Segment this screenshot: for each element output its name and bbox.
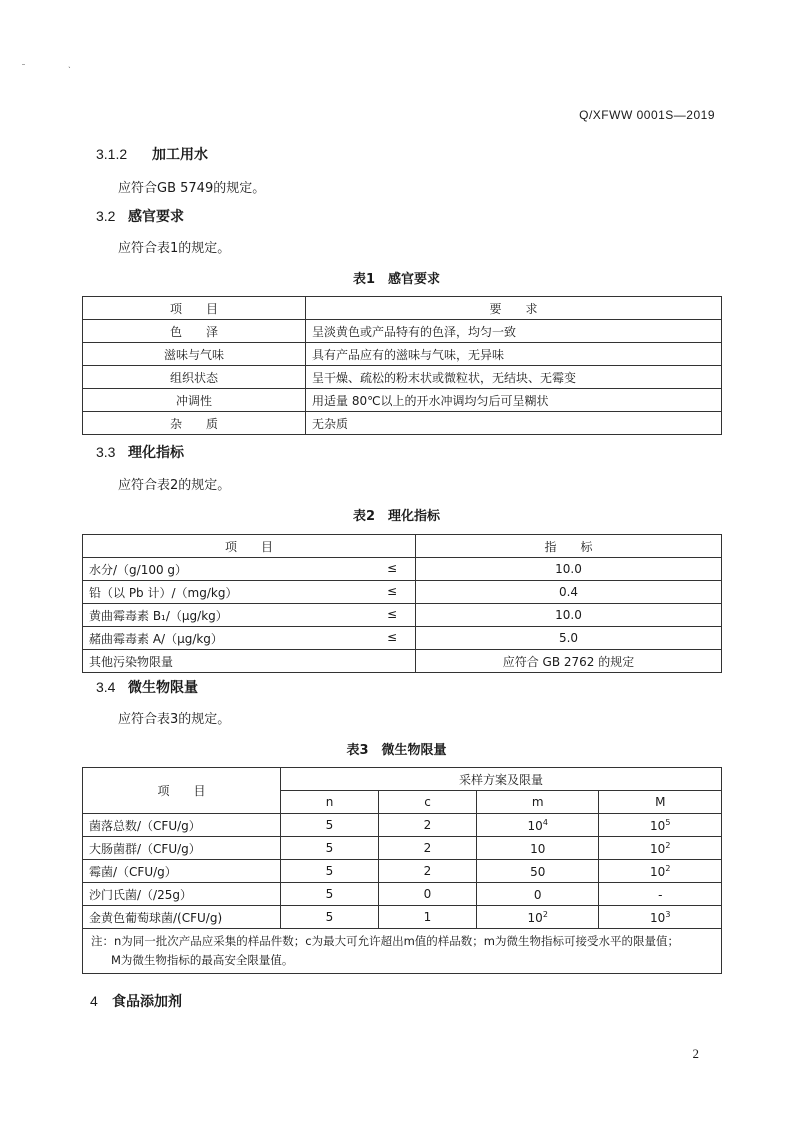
row-m [477, 814, 599, 837]
header-m: m [477, 791, 599, 814]
table-row [83, 412, 722, 435]
row-c: 1 [379, 906, 477, 929]
le-sign: ≤ [386, 584, 397, 598]
item-label: 其他污染物限量 [89, 654, 174, 669]
m-exponent: 4 [542, 817, 548, 827]
section-number: 3.3 [96, 444, 116, 460]
section-title: 食品添加剂 [112, 994, 182, 1010]
table-row [83, 343, 722, 366]
row-value: 10.0 [416, 558, 722, 581]
table-note-row [83, 929, 722, 974]
row-requirement: 具有产品应有的滋味与气味，无异味 [306, 343, 722, 366]
row-m [477, 906, 599, 929]
m-base: 10 [530, 841, 546, 856]
M-exponent: 2 [665, 840, 671, 850]
le-sign: ≤ [386, 630, 397, 644]
row-c: 2 [379, 814, 477, 837]
section-title: 加工用水 [152, 147, 208, 163]
table-row [83, 366, 722, 389]
table-row [83, 650, 722, 673]
row-value: 10.0 [416, 604, 722, 627]
row-item: 霉菌/（CFU/g） [83, 860, 281, 883]
row-item [83, 558, 416, 581]
table-row [83, 320, 722, 343]
physicochemical-table [82, 534, 722, 673]
header-n: n [281, 791, 379, 814]
row-item: 色 泽 [83, 320, 306, 343]
section-3-4-text: 应符合表3的规定。 [118, 712, 231, 727]
row-M [599, 906, 722, 929]
table-header-row [83, 535, 722, 558]
table-row [83, 860, 722, 883]
row-M [599, 860, 722, 883]
table-row [83, 604, 722, 627]
m-base: 0 [533, 887, 542, 902]
table-row [83, 814, 722, 837]
section-3-2-heading [96, 206, 184, 226]
section-number: 3.4 [96, 679, 116, 695]
row-n: 5 [281, 860, 379, 883]
row-value: 0.4 [416, 581, 722, 604]
row-item: 大肠菌群/（CFU/g） [83, 837, 281, 860]
row-M [599, 814, 722, 837]
M-exponent: 2 [665, 863, 671, 873]
M-exponent: 5 [665, 817, 671, 827]
row-item [83, 581, 416, 604]
row-c: 0 [379, 883, 477, 906]
row-M [599, 883, 722, 906]
table-row [83, 906, 722, 929]
table1-caption: 表1 感官要求 [352, 272, 441, 287]
row-value: 应符合 GB 2762 的规定 [416, 650, 722, 673]
row-c: 2 [379, 860, 477, 883]
section-3-2-text: 应符合表1的规定。 [118, 241, 231, 256]
microbial-table [82, 767, 722, 974]
m-base: 50 [530, 864, 546, 879]
m-base: 10 [527, 818, 543, 833]
row-item: 冲调性 [83, 389, 306, 412]
row-item: 沙门氏菌/（/25g） [83, 883, 281, 906]
row-m [477, 837, 599, 860]
header-M: M [599, 791, 722, 814]
header-item: 项 目 [83, 768, 281, 814]
row-M [599, 837, 722, 860]
row-n: 5 [281, 883, 379, 906]
table-row [83, 558, 722, 581]
section-4-heading [90, 991, 182, 1011]
item-label: 赭曲霉毒素 A/（μg/kg） [89, 631, 223, 646]
M-base: 10 [650, 841, 666, 856]
M-exponent: 3 [665, 909, 671, 919]
table-note [83, 929, 722, 974]
note-line-2: M为微生物指标的最高安全限量值。 [111, 953, 294, 967]
note-line-1: 注：n为同一批次产品应采集的样品件数；c为最大可允许超出m值的样品数；m为微生物指标可接受水平的限量值； [91, 934, 680, 948]
table-header-row [83, 768, 722, 791]
row-item: 杂 质 [83, 412, 306, 435]
header-item: 项 目 [83, 297, 306, 320]
M-base: - [658, 887, 663, 902]
table3-caption: 表3 微生物限量 [346, 743, 447, 758]
section-title: 感官要求 [128, 209, 184, 225]
header-c: c [379, 791, 477, 814]
row-item [83, 627, 416, 650]
header-requirement: 要 求 [306, 297, 722, 320]
row-item [83, 604, 416, 627]
le-sign: ≤ [386, 607, 397, 621]
row-m [477, 883, 599, 906]
row-item [83, 650, 416, 673]
m-exponent: 2 [542, 909, 548, 919]
table-row [83, 389, 722, 412]
row-c: 2 [379, 837, 477, 860]
page-number: 2 [692, 1046, 699, 1061]
section-number: 3.1.2 [96, 146, 128, 162]
header-item: 项 目 [83, 535, 416, 558]
section-3-3-heading [96, 442, 184, 462]
row-requirement: 无杂质 [306, 412, 722, 435]
table-row [83, 883, 722, 906]
item-label: 黄曲霉毒素 B₁/（μg/kg） [89, 608, 228, 623]
row-item: 金黄色葡萄球菌/(CFU/g) [83, 906, 281, 929]
section-number: 4 [90, 993, 98, 1009]
table-row [83, 627, 722, 650]
row-item: 组织状态 [83, 366, 306, 389]
M-base: 10 [650, 818, 666, 833]
item-label: 铅（以 Pb 计）/（mg/kg） [89, 585, 238, 600]
header-sampling-plan: 采样方案及限量 [281, 768, 722, 791]
M-base: 10 [650, 910, 666, 925]
m-base: 10 [527, 910, 543, 925]
table-row [83, 837, 722, 860]
section-3-3-text: 应符合表2的规定。 [118, 478, 231, 493]
section-3-1-2-text: 应符合GB 5749的规定。 [118, 181, 266, 196]
item-label: 水分/（g/100 g） [89, 562, 188, 577]
standard-code: Q/XFWW 0001S—2019 [579, 108, 715, 122]
table-row [83, 581, 722, 604]
scan-mark: ˴ [68, 62, 71, 71]
M-base: 10 [650, 864, 666, 879]
section-3-1-2-heading [96, 144, 208, 164]
row-requirement: 用适量 80℃以上的开水冲调均匀后可呈糊状 [306, 389, 722, 412]
row-n: 5 [281, 814, 379, 837]
row-requirement: 呈淡黄色或产品特有的色泽，均匀一致 [306, 320, 722, 343]
table2-caption: 表2 理化指标 [352, 509, 441, 524]
sensory-table [82, 296, 722, 435]
row-value: 5.0 [416, 627, 722, 650]
le-sign: ≤ [386, 561, 397, 575]
row-requirement: 呈干燥、疏松的粉末状或微粒状，无结块、无霉变 [306, 366, 722, 389]
header-indicator: 指 标 [416, 535, 722, 558]
section-title: 微生物限量 [128, 680, 198, 696]
row-n: 5 [281, 837, 379, 860]
section-3-4-heading [96, 677, 198, 697]
row-item: 滋味与气味 [83, 343, 306, 366]
scan-speck [22, 64, 25, 65]
row-n: 5 [281, 906, 379, 929]
section-number: 3.2 [96, 208, 116, 224]
row-item: 菌落总数/（CFU/g） [83, 814, 281, 837]
table-header-row [83, 297, 722, 320]
row-m [477, 860, 599, 883]
section-title: 理化指标 [128, 445, 184, 461]
